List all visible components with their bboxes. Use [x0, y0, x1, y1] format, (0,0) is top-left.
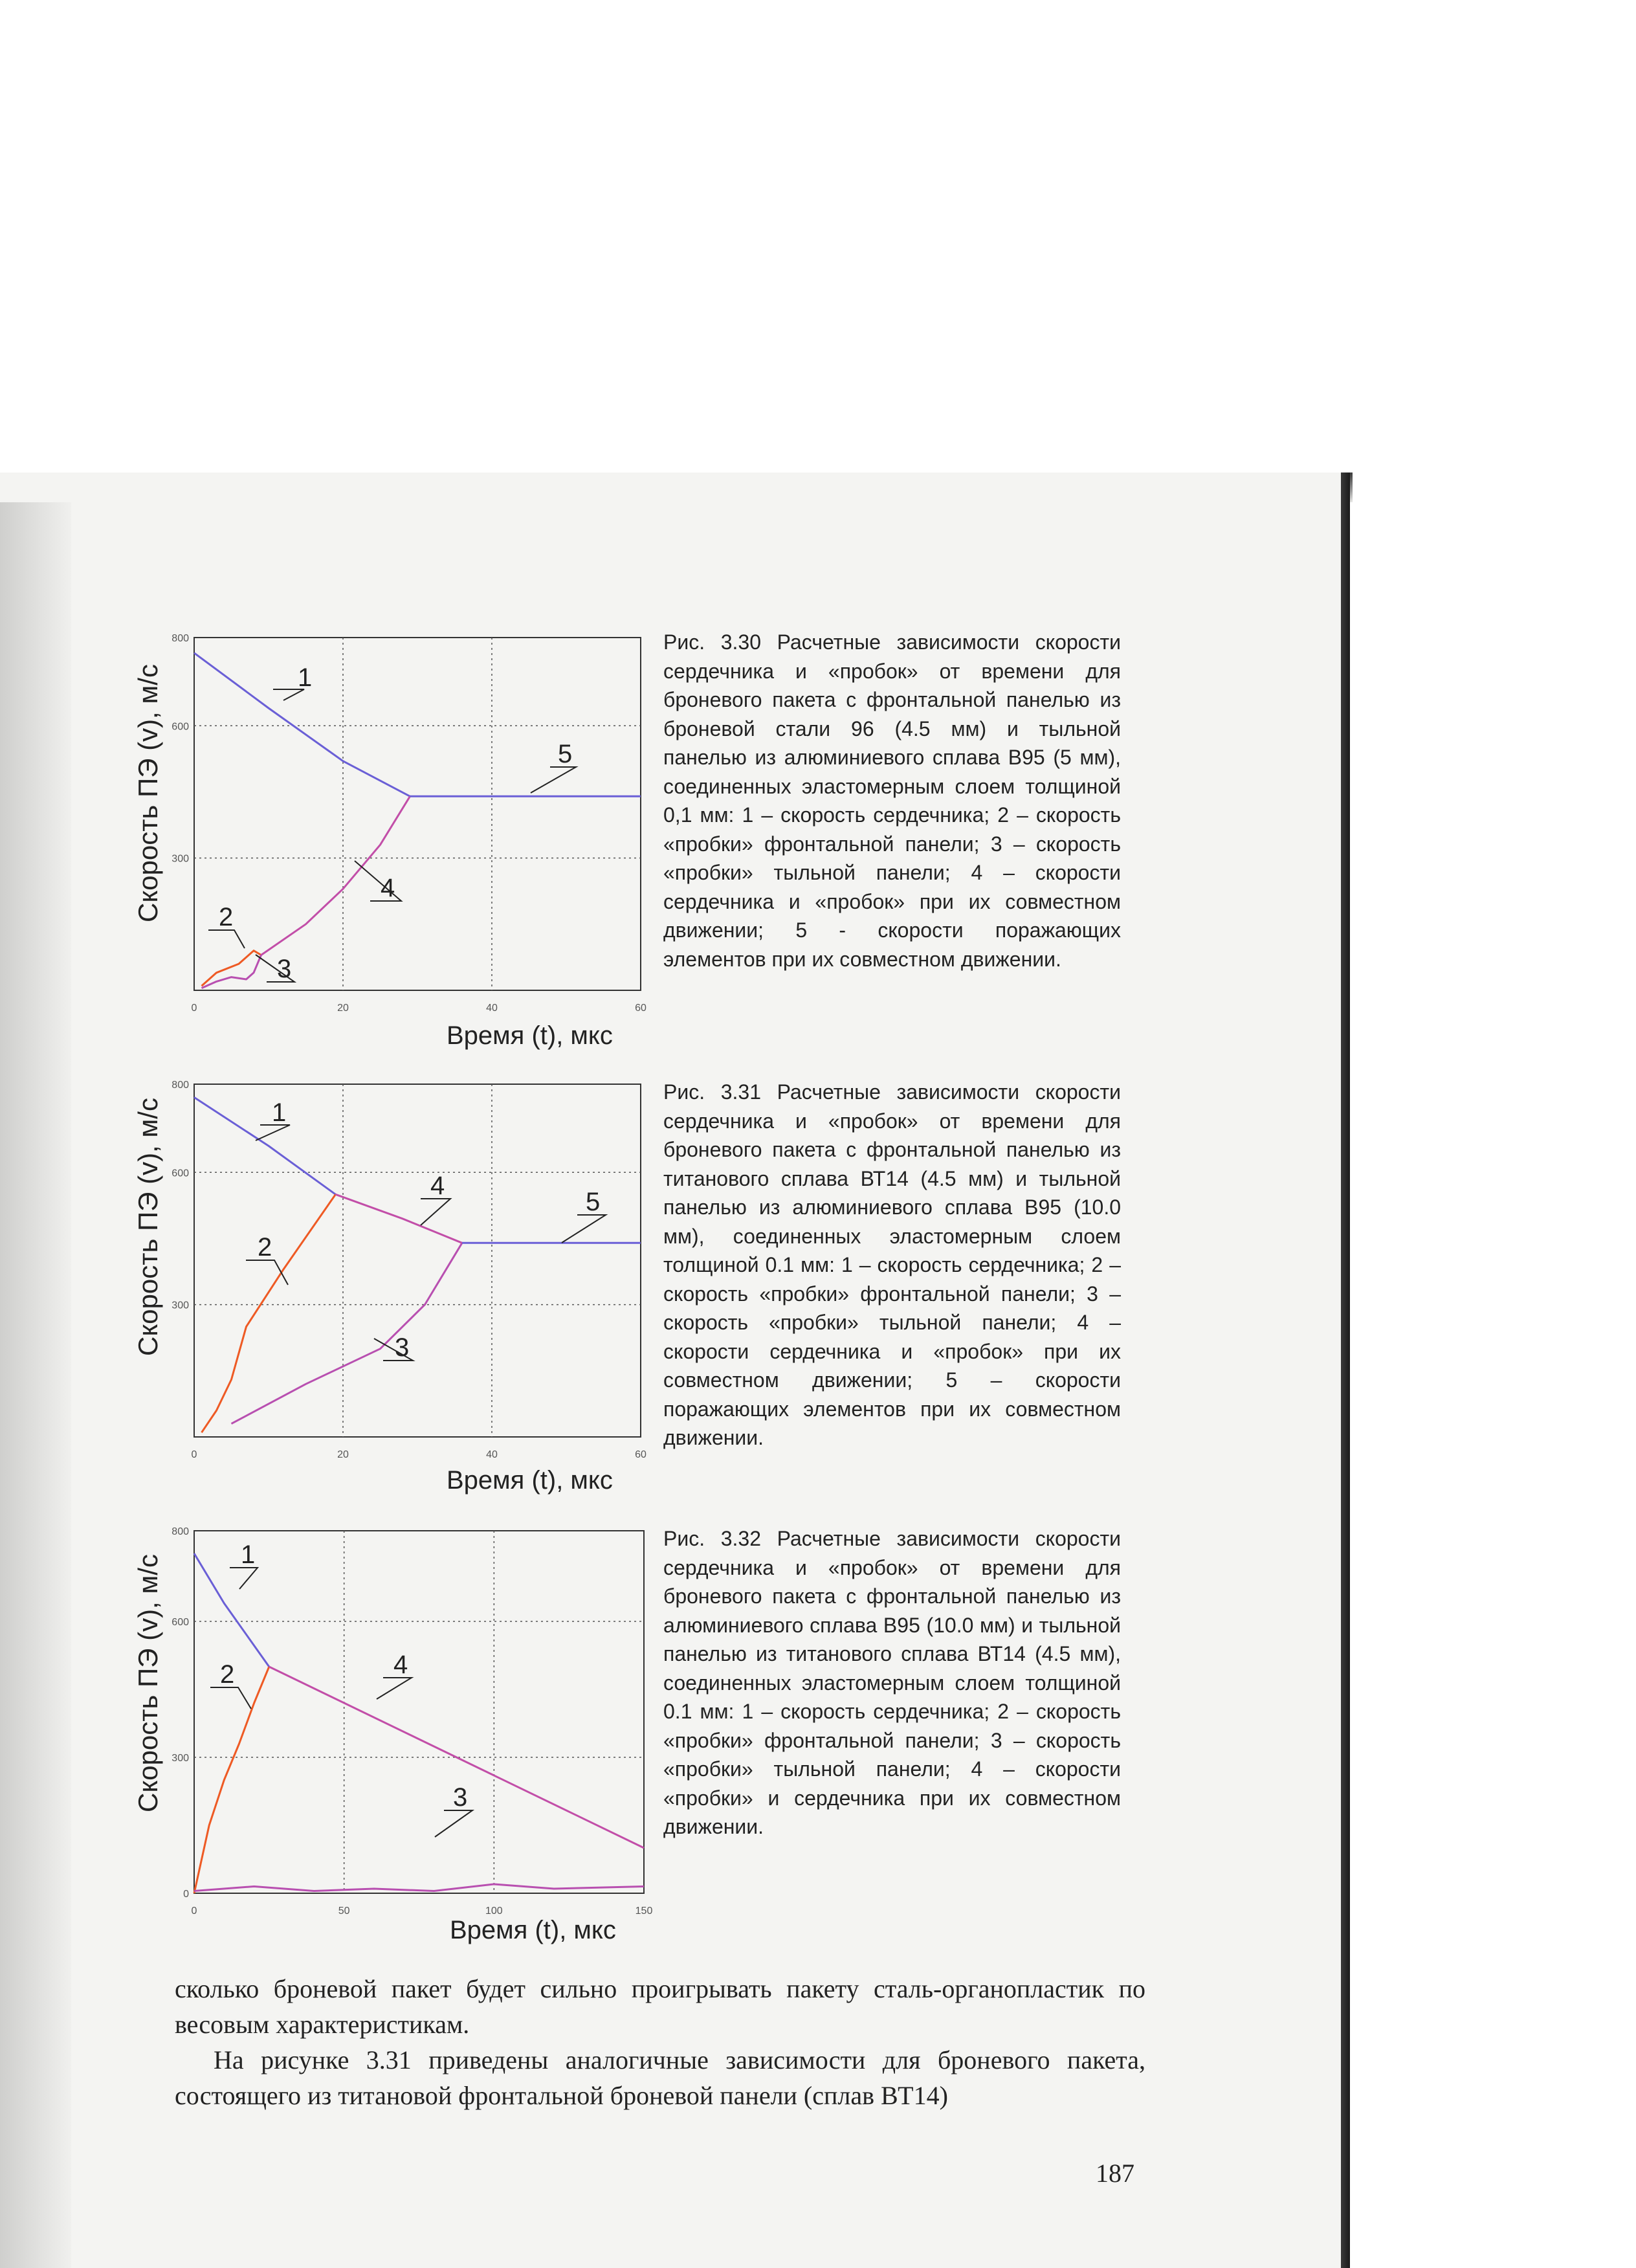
curve-leader-4: [421, 1199, 450, 1225]
series-line-3: [194, 1884, 644, 1891]
x-axis-label: Время (t), мкс: [447, 1466, 613, 1495]
page-number: 187: [1096, 2159, 1134, 2188]
plot-frame: [194, 1531, 644, 1893]
curve-leader-1: [230, 1568, 258, 1589]
data-series: [194, 1097, 641, 1432]
data-series: [194, 1553, 644, 1893]
y-tick-label: 800: [171, 633, 189, 644]
x-tick-label: 0: [191, 1449, 197, 1460]
curve-label-3: 3: [453, 1783, 468, 1812]
y-tick-label: 800: [171, 1526, 189, 1537]
y-tick-label: 600: [171, 721, 189, 733]
x-tick-label: 20: [337, 1449, 349, 1460]
curve-label-1: 1: [241, 1540, 256, 1569]
x-axis-label: Время (t), мкс: [447, 1021, 613, 1050]
chart-3-32: [165, 1515, 657, 1916]
x-tick-label: 60: [635, 1003, 647, 1014]
curve-leader-2: [208, 930, 245, 948]
y-tick-label: 800: [171, 1080, 189, 1091]
tick-labels: [171, 1080, 647, 1460]
data-series: [194, 653, 641, 988]
body-paragraph: На рисунке 3.31 приведены аналогичные зависимости для броневого пакета, состоящего из титановой фронтальной броневой панели (сплав ВТ14): [175, 2045, 1145, 2110]
y-axis-label: Скорость ПЭ (v), м/с: [133, 1554, 163, 1812]
y-tick-label: 0: [183, 1889, 189, 1900]
curve-leader-2: [210, 1687, 251, 1709]
axes: [194, 1531, 644, 1893]
curve-label-1: 1: [272, 1098, 287, 1127]
curve-labels: [210, 1540, 472, 1837]
chart-3-31: [165, 1068, 657, 1469]
curve-label-5: 5: [558, 740, 573, 768]
curve-leader-5: [531, 767, 576, 793]
caption-3-31: Рис. 3.31 Расчетные зависимости скорости сердечника и «пробок» от времени для броневого пакета с фронтальной панелью из титанового сплава ВТ14 (4.5 мм) и тыльной панелью из алюминиевого сплава В95 (10.0 мм), соединенных эластомерным слоем толщиной 0.1 мм: 1 – скорость сердечника; 2 – скорость «пробки» фронтальной панели; 3 – скорость «пробки» тыльной панели; 4 – скорости сердечника и «пробок» при их совместном движении; 5 – скорости поражающих элементов при их совместном движении.: [663, 1080, 1121, 1449]
body-paragraph: сколько броневой пакет будет сильно проигрывать пакету сталь-органопластик по весовым характеристикам.: [175, 1974, 1145, 2039]
series-line-2: [202, 951, 261, 986]
curve-label-2: 2: [220, 1660, 235, 1689]
x-tick-label: 50: [338, 1906, 350, 1916]
curve-leader-4: [377, 1678, 412, 1699]
caption-3-32: Рис. 3.32 Расчетные зависимости скорости сердечника и «пробок» от времени для броневого пакета с фронтальной панелью из алюминиевого сплава В95 (10.0 мм) и тыльной панелью из титанового сплава ВТ14 (4.5 мм), соединенных эластомерным слоем толщиной 0.1 мм: 1 – скорость сердечника; 2 – скорость «пробки» фронтальной панели; 3 – скорость «пробки» тыльной панели; 4 – скорости «пробки» и сердечника при их совместном движении.: [663, 1527, 1121, 1838]
x-tick-label: 40: [486, 1449, 498, 1460]
plot-frame: [194, 638, 641, 990]
series-line-4: [336, 1194, 463, 1243]
x-tick-label: 100: [485, 1906, 503, 1916]
y-tick-label: 600: [171, 1168, 189, 1179]
curve-labels: [246, 1098, 606, 1362]
series-line-2: [194, 1667, 269, 1893]
curve-label-3: 3: [395, 1333, 410, 1362]
y-tick-label: 300: [171, 853, 189, 865]
curve-label-4: 4: [393, 1651, 408, 1679]
series-line-2: [202, 1194, 336, 1432]
x-tick-label: 60: [635, 1449, 647, 1460]
curve-label-2: 2: [258, 1233, 272, 1262]
x-tick-label: 0: [191, 1003, 197, 1014]
curve-leader-5: [562, 1215, 606, 1243]
y-axis-label: Скорость ПЭ (v), м/с: [133, 664, 163, 922]
y-tick-label: 300: [171, 1300, 189, 1311]
series-line-1: [194, 1553, 269, 1667]
x-tick-label: 20: [337, 1003, 349, 1014]
curve-leader-2: [246, 1260, 288, 1285]
curve-label-2: 2: [219, 903, 234, 931]
x-tick-label: 40: [486, 1003, 498, 1014]
curve-label-4: 4: [381, 874, 395, 902]
curve-label-3: 3: [277, 955, 292, 983]
x-tick-label: 0: [191, 1906, 197, 1916]
curve-labels: [208, 663, 576, 983]
x-axis-label: Время (t), мкс: [450, 1916, 616, 1944]
y-tick-label: 600: [171, 1617, 189, 1628]
curve-label-1: 1: [298, 663, 313, 692]
y-tick-label: 300: [171, 1753, 189, 1764]
scan-shadow-left: [0, 502, 71, 2268]
curve-leader-3: [435, 1810, 472, 1837]
book-edge-right: [1341, 472, 1350, 2268]
series-line-3: [202, 955, 261, 988]
x-tick-label: 150: [635, 1906, 653, 1916]
series-line-3: [232, 1243, 463, 1423]
chart-3-30: [165, 621, 657, 1023]
grid-lines: [194, 638, 641, 990]
y-axis-label: Скорость ПЭ (v), м/с: [133, 1098, 163, 1356]
curve-label-4: 4: [430, 1172, 445, 1200]
curve-leader-1: [256, 1125, 290, 1140]
grid-lines: [194, 1531, 644, 1893]
curve-label-5: 5: [586, 1188, 601, 1216]
caption-3-30: Рис. 3.30 Расчетные зависимости скорости сердечника и «пробок» от времени для броневого пакета с фронтальной панелью из броневой стали 96 (4.5 мм) и тыльной панелью из алюминиевого сплава В95 (5 мм), соединенных эластомерным слоем толщиной 0,1 мм: 1 – скорость сердечника; 2 – скорость «пробки» фронтальной панели; 3 – скорость «пробки» тыльной панели; 4 – скорости сердечника и «пробок» при их совместном движении; 5 - скорости поражающих элементов при их совместном движении.: [663, 630, 1121, 971]
axes: [194, 638, 641, 990]
series-line-1: [194, 1097, 336, 1194]
